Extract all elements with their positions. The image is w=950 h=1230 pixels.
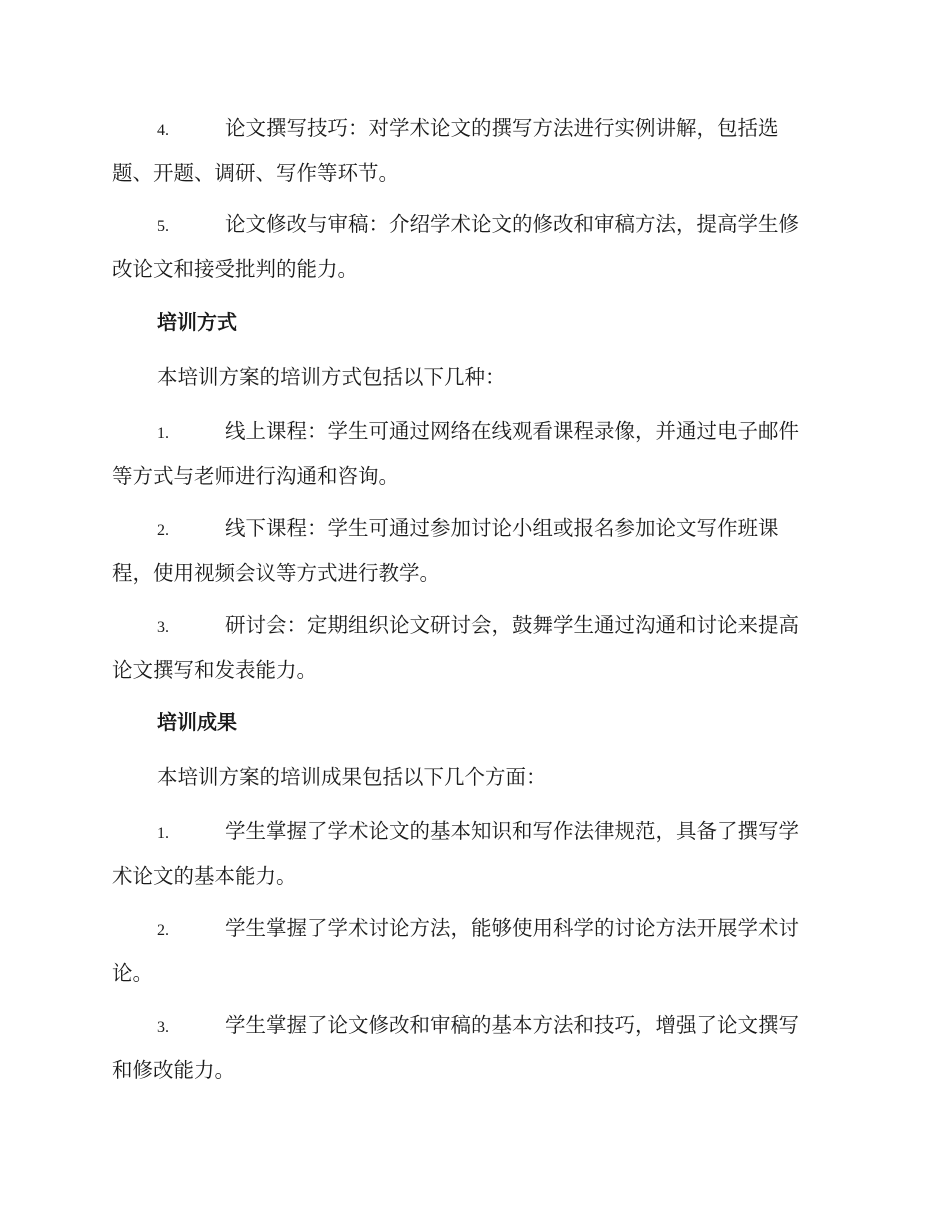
list-text-line: 术论文的基本能力。	[112, 864, 297, 888]
section-heading-text: 培训成果	[157, 710, 237, 734]
list-number: 2.	[157, 522, 169, 539]
list-item	[112, 810, 840, 897]
list-item	[112, 507, 840, 594]
section-intro	[112, 356, 840, 398]
list-number: 2.	[157, 922, 169, 939]
list-number: 1.	[157, 425, 169, 442]
list-text-line: 研讨会：定期组织论文研讨会，鼓舞学生通过沟通和讨论来提高	[225, 613, 799, 637]
list-text-line: 学生掌握了论文修改和审稿的基本方法和技巧，增强了论文撰写	[225, 1013, 799, 1037]
list-number: 1.	[157, 825, 169, 842]
list-text-line: 论文撰写和发表能力。	[112, 658, 317, 682]
section-intro	[112, 756, 840, 798]
list-number: 3.	[157, 619, 169, 636]
list-number: 5.	[157, 218, 169, 235]
intro-text: 本培训方案的培训方式包括以下几种：	[157, 365, 506, 389]
list-text-line: 线下课程：学生可通过参加讨论小组或报名参加论文写作班课	[225, 516, 779, 540]
intro-text: 本培训方案的培训成果包括以下几个方面：	[157, 765, 547, 789]
section-heading	[112, 701, 840, 743]
list-item	[112, 410, 840, 497]
list-text-line: 改论文和接受批判的能力。	[112, 257, 358, 281]
list-text-line: 学生掌握了学术讨论方法，能够使用科学的讨论方法开展学术讨	[225, 916, 799, 940]
list-text-line: 论文撰写技巧：对学术论文的撰写方法进行实例讲解，包括选	[225, 116, 779, 140]
section-heading	[112, 301, 840, 343]
list-text-line: 论文修改与审稿：介绍学术论文的修改和审稿方法，提高学生修	[225, 212, 799, 236]
list-item	[112, 203, 840, 290]
list-item	[112, 907, 840, 994]
list-item	[112, 1004, 840, 1091]
list-text-line: 线上课程：学生可通过网络在线观看课程录像，并通过电子邮件	[225, 419, 799, 443]
list-number: 3.	[157, 1019, 169, 1036]
list-text-line: 等方式与老师进行沟通和咨询。	[112, 464, 399, 488]
list-text-line: 题、开题、调研、写作等环节。	[112, 161, 399, 185]
section-heading-text: 培训方式	[157, 310, 237, 334]
list-text-line: 论。	[112, 961, 153, 985]
list-item	[112, 604, 840, 691]
list-text-line: 和修改能力。	[112, 1058, 235, 1082]
list-item	[112, 107, 840, 194]
list-number: 4.	[157, 122, 169, 139]
list-text-line: 程，使用视频会议等方式进行教学。	[112, 561, 440, 585]
list-text-line: 学生掌握了学术论文的基本知识和写作法律规范，具备了撰写学	[225, 819, 799, 843]
